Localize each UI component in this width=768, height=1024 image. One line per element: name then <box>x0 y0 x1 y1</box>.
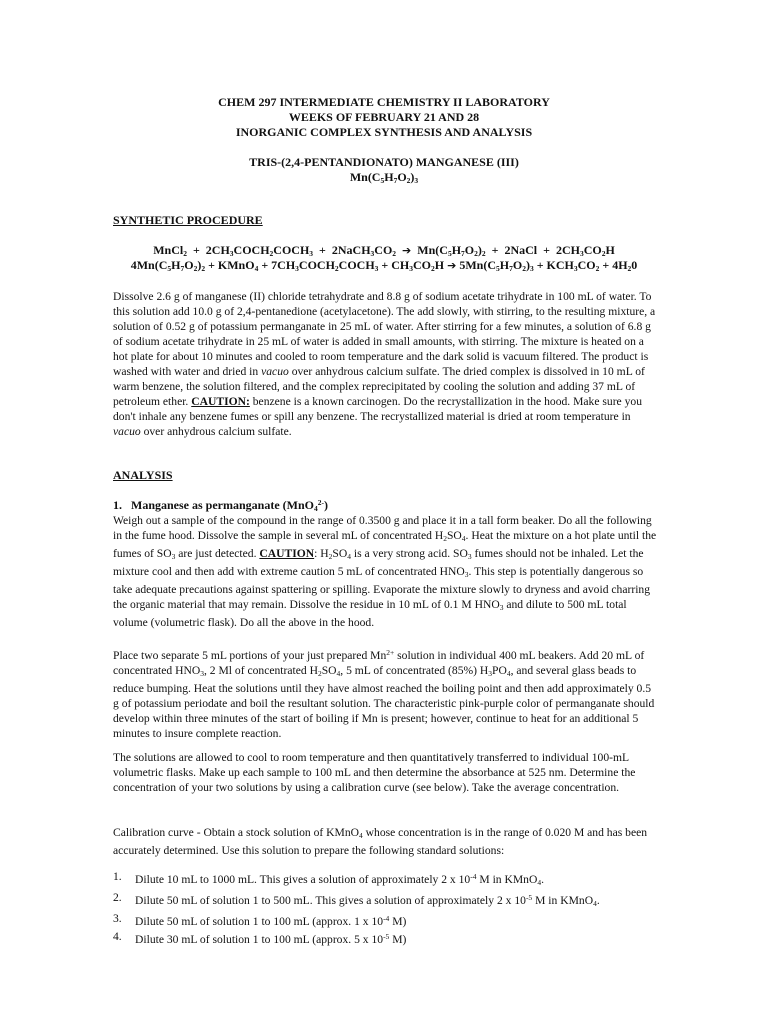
calibration-paragraph: Calibration curve - Obtain a stock solution of KMnO$_4$ whose concentration is in the range of 0.020 M and has been accurately determined. Use this solution to prepare the following standard solutions: <box>113 826 648 857</box>
analysis-heading: ANALYSIS <box>113 468 173 482</box>
course-title: CHEM 297 INTERMEDIATE CHEMISTRY II LABORATORY <box>218 95 550 109</box>
list-item: 3. Dilute 50 mL of solution 1 to 100 mL (approx. 1 x $10^{-4}$ M) <box>113 912 407 928</box>
dilution-steps <box>113 869 673 947</box>
compound-name: TRIS-(2,4-PENTANDIONATO) MANGANESE (III) <box>249 155 519 169</box>
weeks-line: WEEKS OF FEBRUARY 21 AND 28 <box>288 110 480 124</box>
reaction-equation-2: $4Mn(C_5H_7O_2)_2$ + KMnO$_4$ + $7CH_3COCH_2COCH_3 + CH_3CO_2H$ ➔ $5Mn(C_5H_7O_2)_3 + KCH_3CO_2 + 4H_20$ <box>130 258 638 273</box>
synthesis-paragraph: Dissolve 2.6 g of manganese (II) chloride tetrahydrate and 8.8 g of sodium acetate trihydrate in 100 mL of water. To this solution add 10.0 g of 2,4-pentanedione (acetylacetone). The add slowly, with stirring, to the resulting mixture, a solution of 0.52 g of potassium permanganate in 25 mL of water. After stirring for a few minutes, a solution of 6.8 g of sodium acetate trihydrate in 25 mL of water is added in small amounts, with stirring. The mixture is heated on a hot plate for about 10 minutes and cooled to room temperature and the dark solid is vacuum filtered. The product is washed with water and dried in vacuo over anhydrous calcium sulfate. The dried complex is dissolved in 10 mL of warm benzene, the solution filtered, and the complex reprecipitated by cooling the solution and adding 37 mL of petroleum ether. CAUTION: benzene is a known carcinogen. Do the recrystallization in the hood. Make sure you don't inhale any benzene fumes or spill any benzene. The recrystallized material is dried at room temperature in vacuo over anhydrous calcium sulfate. <box>113 290 656 438</box>
reaction-equation-1: MnCl$_2$ + $2CH_3COCH_2COCH_3$ + $2NaCH_3CO_2$ ➔ $Mn(C_5H_7O_2)_2$ + 2NaCl + $2CH_3CO_2H$ <box>153 243 615 258</box>
list-item: 1. Dilute 10 mL to 1000 mL. This gives a solution of approximately 2 x $10^{-4}$ M in KMnO$_4$. <box>113 870 544 887</box>
compound-formula: $Mn(C_5H_7O_2)_3$ <box>349 170 419 185</box>
manganese-subheading: 1. Manganese as permanganate (MnO$_4^{2-}$) <box>113 498 328 513</box>
synthetic-procedure-heading: SYNTHETIC PROCEDURE <box>113 213 263 227</box>
list-item: 4. Dilute 30 mL of solution 1 to 100 mL (approx. 5 x $10^{-5}$ M) <box>113 930 407 946</box>
oxidation-paragraph: Place two separate 5 mL portions of your just prepared $Mn^{2+}$ solution in individual 400 mL beakers. Add 20 mL of concentrated $HNO_3$, 2 Ml of concentrated $H_2SO_4$, 5 mL of concentrated (85%) $H_3PO_4$, and several glass beads to reduce bumping. Heat the solutions until they have almost reached the boiling point and then add approximately 0.5 g of potassium periodate and boil the resultant solution. The characteristic pink-purple color of permanganate should develop within three minutes of the start of boiling if Mn is present; however, continue to heat for an additional 5 minutes to insure complete reaction. <box>113 648 655 740</box>
arrow-icon: ➔ <box>402 244 412 257</box>
lab-title: INORGANIC COMPLEX SYNTHESIS AND ANALYSIS <box>235 125 533 139</box>
absorbance-paragraph: The solutions are allowed to cool to room temperature and then quantitatively transferred to individual 100-mL volumetric flasks. Make up each sample to 100 mL and then determine the absorbance at 525 nm. Determine the concentration of your two solutions by using a calibration curve (see below). Take the average concentration. <box>113 751 636 794</box>
digestion-paragraph: Weigh out a sample of the compound in the range of 0.3500 g and place it in a tall form beaker. Do all the following in the fume hood. Dissolve the sample in several mL of concentrated $H_2SO_4$. Heat the mixture on a hot plate until the fumes of $SO_3$ are just detected. CAUTION: $H_2SO_4$ is a very strong acid. $SO_3$ fumes should not be inhaled. Let the mixture cool and then add with extreme caution 5 mL of concentrated $HNO_3$. This step is potentially dangerous so take adequate precautions against spattering or spilling. Evaporate the mixture slowly to dryness and avoid charring the organic material that may remain. Dissolve the residue in 10 mL of 0.1 M $HNO_3$ and dilute to 500 mL total volume (volumetric flask). Do all the above in the hood. <box>113 514 657 629</box>
list-item: 2. Dilute 50 mL of solution 1 to 500 mL. This gives a solution of approximately 2 x $10^{-5}$ M in KMnO$_4$. <box>113 891 600 908</box>
arrow-icon: ➔ <box>447 259 457 272</box>
